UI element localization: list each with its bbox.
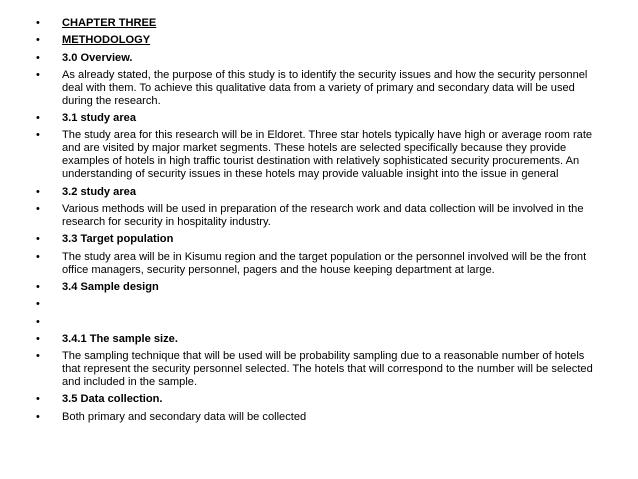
bullet-icon: • <box>36 233 40 246</box>
list-item <box>36 316 602 329</box>
list-item <box>36 233 602 246</box>
paragraph-sample-size: The sampling technique that will be used will be probability sampling due to a reasonable number of hotels that represent the security personnel selected. The hotels that will correspond to the number will be selected and included in the sample. <box>62 350 593 389</box>
list-item <box>36 34 602 47</box>
bullet-icon: • <box>36 203 40 216</box>
paragraph-data-collection: Both primary and secondary data will be collected <box>62 410 307 423</box>
list-item <box>36 333 602 346</box>
list-item <box>36 298 602 311</box>
bullet-list <box>36 17 602 428</box>
list-item <box>36 17 602 30</box>
list-item <box>36 350 602 389</box>
bullet-icon: • <box>36 298 40 311</box>
bullet-icon: • <box>36 112 40 125</box>
bullet-icon: • <box>36 410 40 423</box>
list-item <box>36 411 602 424</box>
list-item <box>36 393 602 406</box>
heading-overview: 3.0 Overview. <box>62 51 133 64</box>
paragraph-overview: As already stated, the purpose of this study is to identify the security issues and how the security personnel deal with them. To achieve this qualitative data from a variety of primary and secondary data will be used during the research. <box>62 68 588 107</box>
list-item <box>36 281 602 294</box>
bullet-icon: • <box>36 68 40 81</box>
bullet-icon: • <box>36 393 40 406</box>
paragraph-study-area-2: Various methods will be used in preparation of the research work and data collection will be involved in the research for security in hospitality industry. <box>62 203 584 229</box>
heading-sample-size: 3.4.1 The sample size. <box>62 332 178 345</box>
bullet-icon: • <box>36 250 40 263</box>
bullet-icon: • <box>36 185 40 198</box>
chapter-title: CHAPTER THREE <box>62 17 157 29</box>
list-item <box>36 112 602 125</box>
empty-item <box>62 316 602 329</box>
heading-sample-design: 3.4 Sample design <box>62 280 159 293</box>
list-item <box>36 69 602 108</box>
bullet-icon: • <box>36 315 40 328</box>
empty-item <box>62 298 602 311</box>
bullet-icon: • <box>36 34 40 47</box>
section-title: METHODOLOGY <box>62 34 151 47</box>
heading-study-area-2: 3.2 study area <box>62 185 136 198</box>
bullet-icon: • <box>36 51 40 64</box>
bullet-icon: • <box>36 129 40 142</box>
list-item <box>36 52 602 65</box>
bullet-icon: • <box>36 17 40 29</box>
heading-target-population: 3.3 Target population <box>62 233 174 246</box>
list-item <box>36 186 602 199</box>
bullet-icon: • <box>36 280 40 293</box>
heading-study-area-1: 3.1 study area <box>62 112 136 125</box>
list-item <box>36 129 602 181</box>
bullet-icon: • <box>36 350 40 363</box>
paragraph-study-area-1: The study area for this research will be in Eldoret. Three star hotels typically have high or average room rate and are visited by major market segments. These hotels are selected specifically because they provide examples of hotels in high traffic tourist destination with relatively sophisticated security procurements. An understanding of security issues in these hotels may provide valuable insight into the issue in general <box>62 129 593 181</box>
list-item <box>36 251 602 277</box>
heading-data-collection: 3.5 Data collection. <box>62 393 163 406</box>
bullet-icon: • <box>36 332 40 345</box>
paragraph-target-population: The study area will be in Kisumu region and the target population or the personnel involved will be the front office managers, security personnel, pagers and the house keeping department at large. <box>62 250 587 276</box>
list-item <box>36 203 602 229</box>
